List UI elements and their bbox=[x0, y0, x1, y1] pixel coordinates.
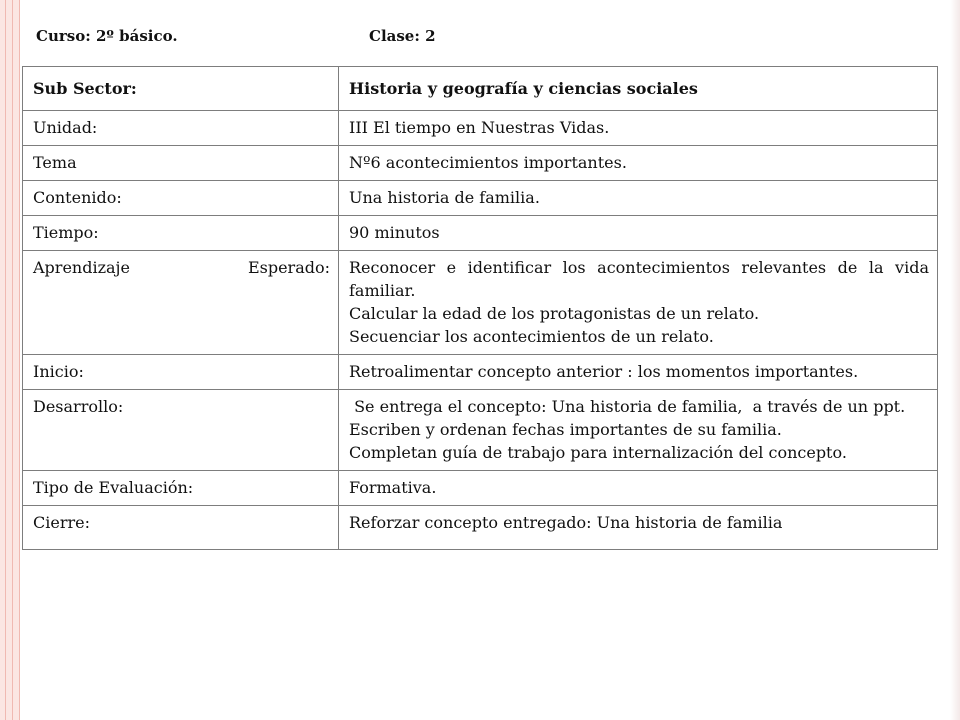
clase-label: Clase: 2 bbox=[369, 27, 436, 45]
cierre-value: Reforzar concepto entregado: Una historia de familia bbox=[339, 506, 938, 550]
aprendizaje-label-word1: Aprendizaje bbox=[33, 258, 130, 277]
aprendizaje-line: Secuenciar los acontecimientos de un relato. bbox=[349, 327, 714, 346]
aprendizaje-label bbox=[23, 251, 339, 355]
band-stripe bbox=[19, 0, 20, 720]
table-row bbox=[23, 146, 938, 181]
inicio-value: Retroalimentar concepto anterior : los momentos importantes. bbox=[339, 355, 938, 390]
aprendizaje-line: Calcular la edad de los protagonistas de un relato. bbox=[349, 304, 760, 323]
unidad-label: Unidad: bbox=[23, 111, 339, 146]
table-row bbox=[23, 355, 938, 390]
tema-label: Tema bbox=[23, 146, 339, 181]
left-decorative-band bbox=[0, 0, 20, 720]
aprendizaje-line: Reconocer e identificar los acontecimientos relevantes de la vida familiar. bbox=[349, 258, 929, 300]
table-row bbox=[23, 251, 938, 355]
table-row bbox=[23, 471, 938, 506]
table-row bbox=[23, 506, 938, 550]
evaluacion-label: Tipo de Evaluación: bbox=[23, 471, 339, 506]
curso-label: Curso: 2º básico. bbox=[36, 27, 178, 45]
tiempo-label: Tiempo: bbox=[23, 216, 339, 251]
subsector-label: Sub Sector: bbox=[23, 67, 339, 111]
lesson-plan-table bbox=[22, 66, 938, 550]
desarrollo-line: Completan guía de trabajo para internalización del concepto. bbox=[349, 443, 847, 462]
desarrollo-line: Escriben y ordenan fechas importantes de su familia. bbox=[349, 420, 782, 439]
desarrollo-value bbox=[339, 390, 938, 471]
inicio-label: Inicio: bbox=[23, 355, 339, 390]
cierre-label: Cierre: bbox=[23, 506, 339, 550]
desarrollo-label: Desarrollo: bbox=[23, 390, 339, 471]
table-row bbox=[23, 216, 938, 251]
table-row bbox=[23, 111, 938, 146]
aprendizaje-value bbox=[339, 251, 938, 355]
table-row bbox=[23, 181, 938, 216]
tiempo-value: 90 minutos bbox=[339, 216, 938, 251]
aprendizaje-label-word2: Esperado: bbox=[247, 258, 330, 277]
band-stripe bbox=[5, 0, 6, 720]
right-decorative-edge bbox=[950, 0, 960, 720]
subsector-value: Historia y geografía y ciencias sociales bbox=[339, 67, 938, 111]
evaluacion-value: Formativa. bbox=[339, 471, 938, 506]
table-row bbox=[23, 390, 938, 471]
band-stripe bbox=[12, 0, 13, 720]
table-row bbox=[23, 67, 938, 111]
contenido-value: Una historia de familia. bbox=[339, 181, 938, 216]
tema-value: Nº6 acontecimientos importantes. bbox=[339, 146, 938, 181]
contenido-label: Contenido: bbox=[23, 181, 339, 216]
unidad-value: III El tiempo en Nuestras Vidas. bbox=[339, 111, 938, 146]
desarrollo-line: Se entrega el concepto: Una historia de familia, a través de un ppt. bbox=[349, 397, 906, 416]
